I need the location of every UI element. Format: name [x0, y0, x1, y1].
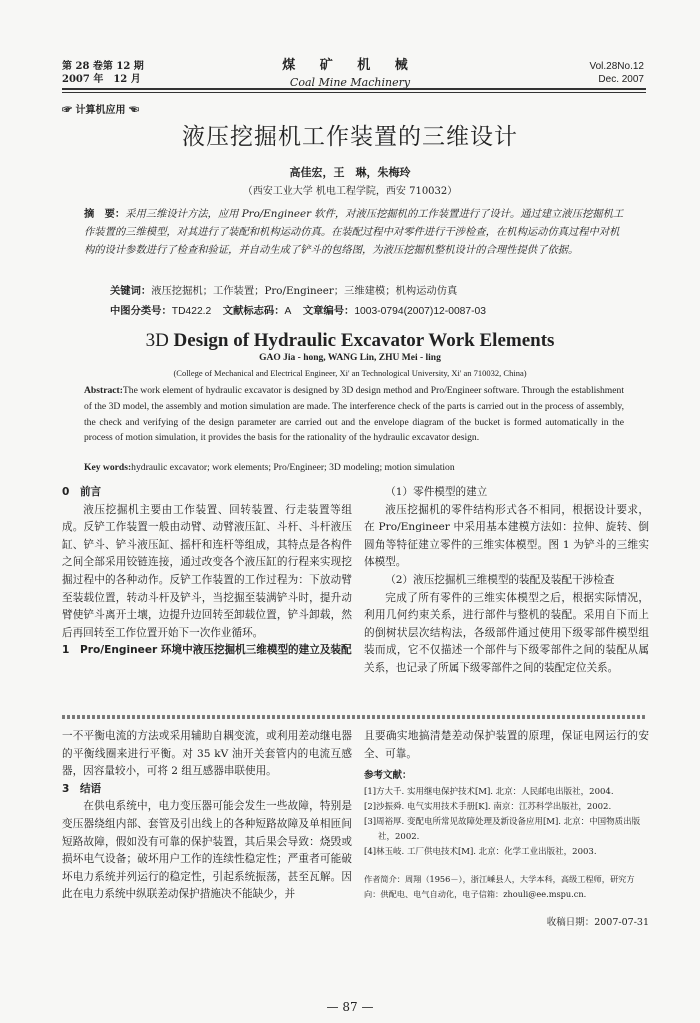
references-title: 参考文献： — [364, 770, 412, 782]
keywords-zh-label: 关键词： — [110, 285, 152, 297]
abstract-en-label: Abstract: — [84, 385, 123, 396]
keywords-en-text: hydraulic excavator; work elements; Pro/Engineer; 3D modeling; motion simulation — [131, 462, 455, 473]
doc-code-label: 文献标志码： — [222, 306, 285, 317]
paper-title: 液压挖掘机工作装置的三维设计 — [182, 124, 518, 150]
lower-left-text-1: 一不平衡电流的方法或采用辅助自耦变流，或利用差动继电器的平衡线圈来进行平衡。对 35 kV 油开关套管内的电流互感器，因容量较小，可将 2 组互感器串联使用。 — [62, 730, 352, 778]
keywords-zh — [110, 282, 630, 297]
journal-name-zh: 煤 矿 机 械 — [282, 58, 418, 73]
lower-left-text-2: 在供电系统中，电力变压器可能会发生一些故障，特别是变压器绕组内部、套管及引出线上的各种短路故障及单相匝间短路故障，假如没有可靠的保护装置，其后果会导致：烧毁或损坏电气设备；破坏用户工作的连续性稳定性；严重者可能破坏电力系统并列运行的稳定性，引起系统振荡，甚至瓦解。因此在电力系统中纵联差动保护措施决不能缺少，并 — [62, 800, 352, 901]
header-rule — [62, 88, 646, 90]
vol-issue-en: Vol.28No.12 — [589, 61, 644, 72]
section-0-text: 液压挖掘机主要由工作装置、回转装置、行走装置等组成。反铲工作装置一般由动臂、动臂液压缸、斗杆、斗杆液压缸、铲斗、铲斗液压缸、摇杆和连杆等组成，其特点是各构件之间全部采用铰链连接，通过改变各个液压缸的行程来实现挖掘过程中的各种动作。反铲工作装置的工作过程为：下放动臂至装载位置，转动斗杆及铲斗，当挖掘至装满铲斗时，提升动臂使铲斗离开土壤，边提升边回转至卸载位置，铲斗卸载，然后再回转至工作位置开始下一次作业循环。 — [62, 503, 352, 639]
section-tag-right-icon: ☜ — [125, 105, 139, 116]
article-id-value: 1003-0794(2007)12-0087-03 — [354, 306, 487, 317]
authors: 高佳宏，王 琳，朱梅玲 — [289, 166, 411, 179]
page-number: — 87 — — [326, 1000, 374, 1014]
journal-name-en: Coal Mine Machinery — [289, 76, 411, 89]
section-1-title: 1 Pro/Engineer 环境中液压挖掘机三维模型的建立及装配 — [62, 644, 352, 657]
section-tag-left-icon: ☞ — [62, 105, 76, 116]
reference-item: [4]林玉岐. 工厂供电技术[M]. 北京：化学工业出版社，2003. — [364, 846, 597, 857]
date-en: Dec. 2007 — [598, 74, 644, 85]
article-id-label: 文章编号： — [302, 306, 355, 317]
subsection-2-title: （2）液压挖掘机三维模型的装配及装配干涉检查 — [385, 573, 615, 586]
classification — [110, 302, 630, 317]
paper-title-en — [0, 330, 700, 352]
references-list — [364, 785, 649, 860]
clc-value: TD422.2 — [171, 306, 212, 317]
body-right-column — [364, 484, 649, 678]
lower-right-text-1: 且要确实地搞清楚差动保护装置的原理，保证电网运行的安全、可靠。 — [364, 730, 649, 760]
keywords-en-label: Key words: — [84, 462, 132, 473]
section-tag-label: 计算机应用 — [75, 105, 126, 116]
section-tag — [62, 101, 139, 116]
keywords-en — [84, 462, 624, 473]
page-splice-divider — [62, 715, 646, 719]
subsection-1-title: （1）零件模型的建立 — [385, 486, 488, 498]
clc-label: 中图分类号： — [110, 306, 172, 317]
reference-item: [2]沙振舜. 电气实用技术手册[K]. 南京：江苏科学出版社，2002. — [364, 801, 612, 812]
abstract-en — [84, 383, 624, 446]
date-zh: 2007 年 12 月 — [62, 74, 141, 85]
reference-item: [1]方大千. 实用继电保护技术[M]. 北京：人民邮电出版社，2004. — [364, 786, 614, 797]
title-en-main: Design of Hydraulic Excavator Work Elements — [173, 330, 555, 351]
reference-item: [3]周裕厚. 变配电所常见故障处理及新设备应用[M]. 北京：中国物质出版社，2002. — [364, 816, 641, 842]
header-rule-thin — [62, 92, 646, 93]
abstract-zh-text: 采用三维设计方法，应用 Pro/Engineer 软件，对液压挖掘机的工作装置进行了设计。通过建立液压挖掘机工作装置的三维模型，对其进行了装配和机构运动仿真。在装配过程中对零件进行干涉检查，在机构运动仿真过程中对机构的设计参数进行了检查和验证，并自动生成了铲斗的包络图，为液压挖掘机整机设计的合理性提供了依据。 — [84, 208, 624, 256]
section-3-title: 3 结语 — [62, 782, 102, 795]
received-date: 收稿日期：2007-07-31 — [546, 916, 649, 928]
doc-code-value: A — [284, 306, 292, 317]
abstract-en-text: The work element of hydraulic excavator is designed by 3D design method and Pro/Engineer software. Through the establishment of the 3D model, the assembly and motion simulation are made. The interference check of the parts is carried out in the process of assembly, the check and verifying of the design parameter are carried out and the envelope diagram of the bucket is formed automatically in the process of motion simulation, it provides the basis for the rationality of the hydraulic excavator design. — [84, 385, 624, 444]
lower-right-column — [364, 728, 649, 931]
affiliation-en: (College of Mechanical and Electrical Engineer, Xi' an Technological University, Xi' an 710032, China) — [173, 368, 527, 378]
affiliation: （西安工业大学 机电工程学院，西安 710032） — [242, 186, 458, 197]
section-0-title: 0 前言 — [62, 486, 102, 498]
authors-en: GAO Jia - hong, WANG Lin, ZHU Mei - ling — [259, 353, 441, 363]
subsection-1-text: 液压挖掘机的零件结构形式各不相同，根据设计要求，在 Pro/Engineer 中采用基本建模方法如：拉伸、旋转、倒圆角等特征建立零件的三维实体模型。图 1 为铲斗的三维实体模型。 — [364, 503, 649, 569]
vol-issue-zh: 第 28 卷第 12 期 — [62, 61, 144, 72]
abstract-zh — [84, 205, 624, 259]
keywords-zh-text: 液压挖掘机；工作装置；Pro/Engineer；三维建模；机构运动仿真 — [151, 285, 458, 297]
lower-left-column — [62, 728, 352, 904]
subsection-2-text: 完成了所有零件的三维实体模型之后，根据实际情况，利用几何约束关系，进行部件与整机的装配。采用自下而上的倒树状层次结构法，各级部件通过使用下级零部件模型组装而成，它不仅描述一个部件与下级零部件之间的装配从属关系，也记录了所属下级零部件之间的装配定位关系。 — [364, 591, 649, 674]
author-note: 作者简介：周翔（1956－），浙江嵊县人，大学本科，高级工程师，研究方向：供配电、电气自动化，电子信箱：zhouli@ee.mspu.cn. — [364, 873, 635, 899]
body-left-column — [62, 484, 352, 660]
abstract-zh-label: 摘 要： — [84, 208, 126, 220]
header-right — [590, 60, 645, 86]
title-en-prefix: 3D — [145, 330, 174, 351]
